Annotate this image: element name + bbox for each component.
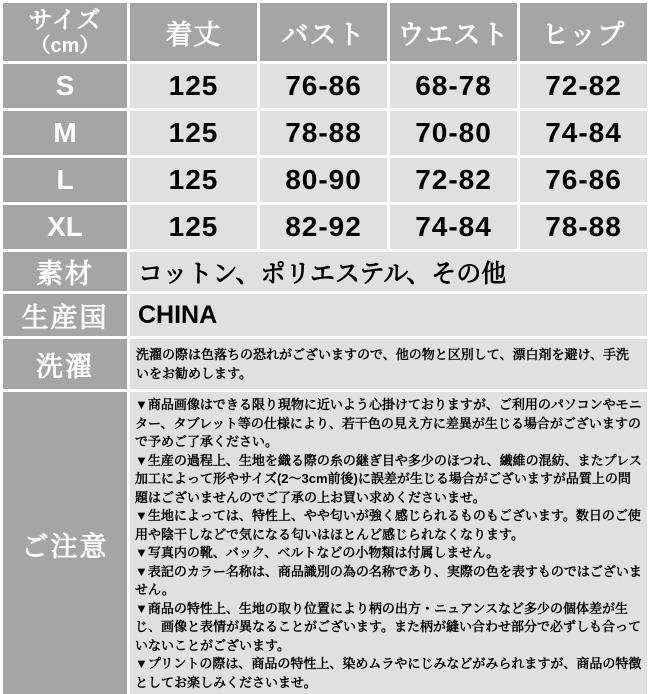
notice-item: ▼表記のカラー名称は、商品識別の為の名称であり、実際の色を表すものではございません。 [135, 563, 642, 597]
size-value-cell: 78-88 [520, 205, 647, 249]
size-value-cell: 72-82 [390, 158, 517, 202]
size-label: S [3, 64, 127, 108]
size-row-s [3, 64, 647, 108]
size-row-l [3, 158, 647, 202]
material-label: 素材 [3, 252, 127, 291]
washing-row [3, 339, 647, 389]
size-value-cell: 68-78 [390, 64, 517, 108]
country-row [3, 294, 647, 336]
size-value-cell: 76-86 [260, 64, 387, 108]
col-header-length: 着丈 [130, 3, 257, 61]
header-size-label: サイズ [28, 6, 102, 34]
notice-item: ▼商品の特性上、生地の取り位置により柄の出方・ニュアンスなど多少の個体差が生じ、画像と表情が異なることがございます。また柄が縫い合わせ部分で必ずしも合っていないことがございます。 [135, 600, 641, 653]
size-label: M [3, 111, 127, 155]
washing-label: 洗濯 [3, 339, 127, 389]
notice-row [3, 392, 647, 694]
notice-item: ▼商品画像はできる限り現物に近いよう心掛けておりますが、ご利用のパソコンやモニター、タブレット等の仕様により、若干色の見え方に差異が生じる場合がございますので予めご了承ください。 [135, 397, 642, 449]
country-value: CHINA [130, 294, 647, 336]
size-row-m [3, 111, 647, 155]
notice-item: ▼写真内の靴、バック、ベルトなどの小物類は付属しません。 [135, 545, 500, 560]
notice-text [130, 392, 647, 694]
size-value-cell: 125 [130, 158, 257, 202]
notice-item: ▼生地によっては、特性上、やや匂いが強く感じられるものもございます。数日のご使用や陰干しなどで気になる匂いはほとんど感じられなくなります。 [135, 508, 641, 542]
size-value-cell: 125 [130, 111, 257, 155]
header-size-cm [3, 3, 127, 61]
size-value-cell: 74-84 [390, 205, 517, 249]
col-header-waist: ウエスト [390, 3, 517, 61]
size-value-cell: 125 [130, 205, 257, 249]
size-value-cell: 72-82 [520, 64, 647, 108]
notice-item: ▼生産の過程上、生地を織る際の糸の継ぎ目や多少のほつれ、繊維の混紡、またプレス加工によって形やサイズ(2～3cm前後)に誤差が生じる場合がございますが品質上の問題はございませんのでご了承の上お買い求めくださいませ。 [135, 452, 642, 505]
notice-item: ▼プリントの際は、商品の特性上、染めムラやにじみなどがみられますが、商品の特徴としてお楽しみくださいませ。 [135, 656, 642, 690]
size-label: L [3, 158, 127, 202]
size-value-cell: 82-92 [260, 205, 387, 249]
header-size-unit: （cm） [30, 34, 100, 57]
country-label: 生産国 [3, 294, 127, 336]
size-value-cell: 76-86 [520, 158, 647, 202]
size-value-cell: 80-90 [260, 158, 387, 202]
washing-instructions: 洗濯の際は色落ちの恐れがございますので、他の物と区別して、漂白剤を避け、手洗いをお勧めします。 [130, 339, 647, 389]
material-row [3, 252, 647, 291]
col-header-hip: ヒップ [520, 3, 647, 61]
size-value-cell: 70-80 [390, 111, 517, 155]
notice-label: ご注意 [3, 392, 127, 694]
size-value-cell: 78-88 [260, 111, 387, 155]
size-value-cell: 74-84 [520, 111, 647, 155]
size-label: XL [3, 205, 127, 249]
material-value: コットン、ポリエステル、その他 [130, 252, 647, 291]
header-row [3, 3, 647, 61]
size-value-cell: 125 [130, 64, 257, 108]
size-row-xl [3, 205, 647, 249]
col-header-bust: バスト [260, 3, 387, 61]
